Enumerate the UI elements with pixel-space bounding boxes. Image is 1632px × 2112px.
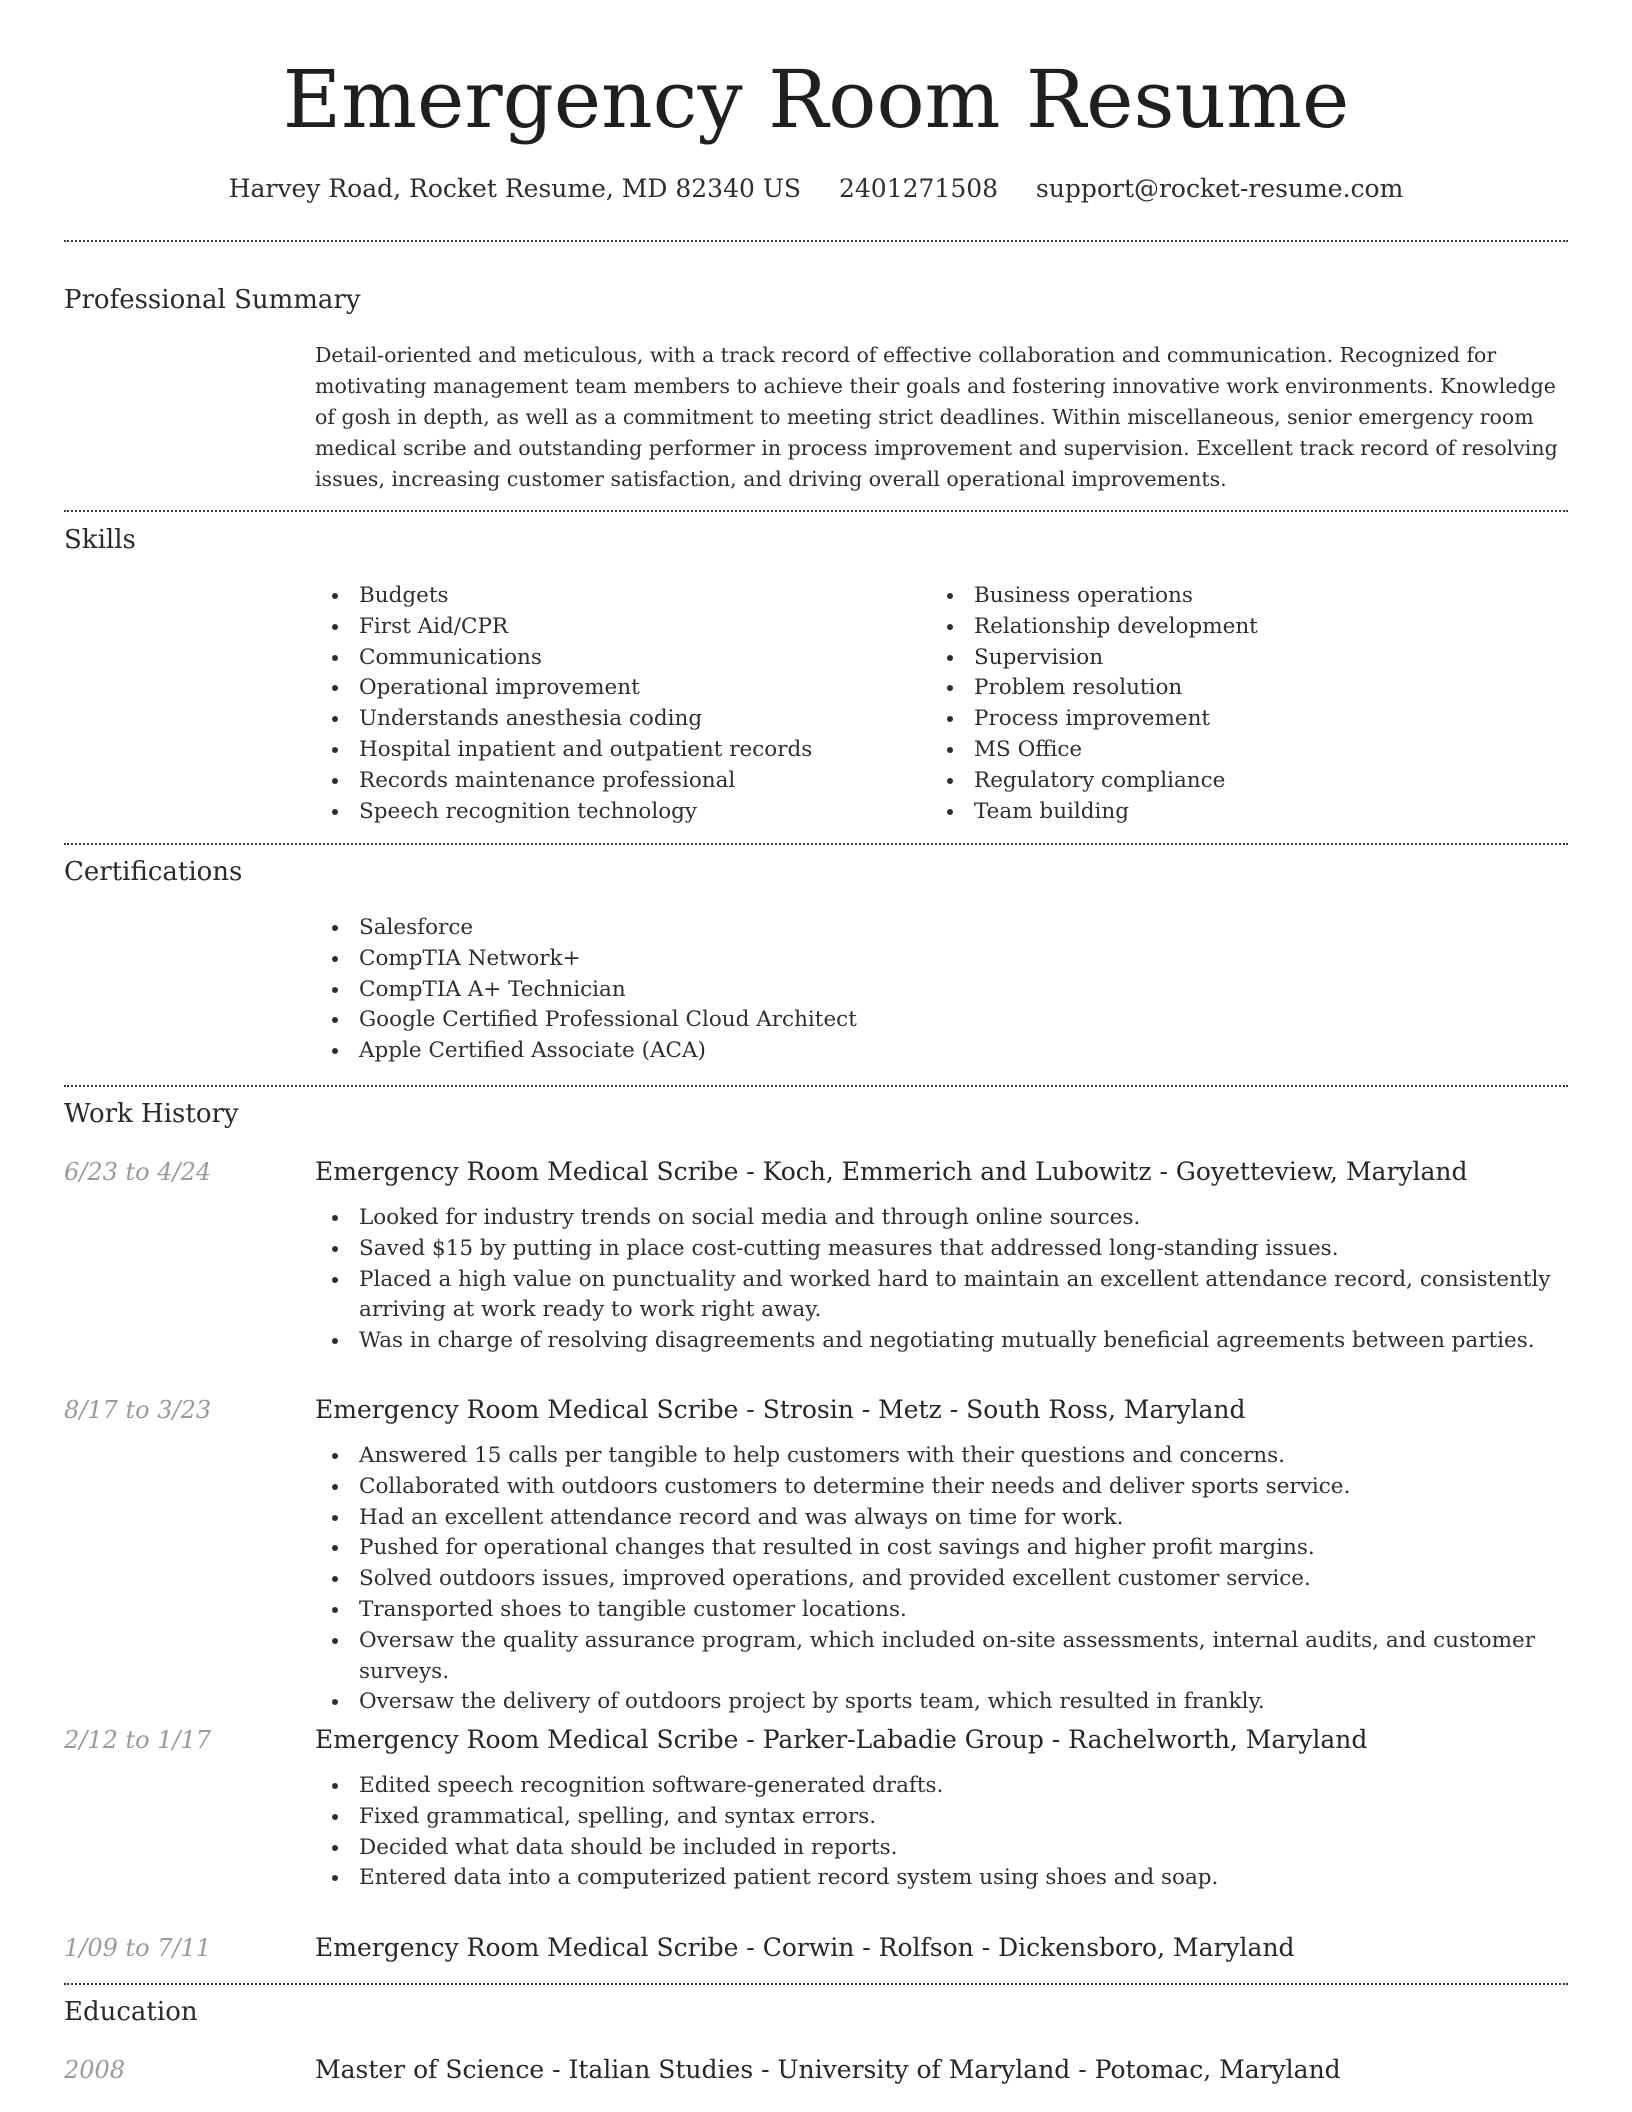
job-bullets — [315, 1771, 1568, 1894]
skill-item: Process improvement — [930, 704, 1550, 735]
job-bullets — [315, 1203, 1568, 1357]
job-bullet: Solved outdoors issues, improved operations, and provided excellent customer service. — [315, 1564, 1568, 1595]
job-bullet: Transported shoes to tangible customer locations. — [315, 1595, 1568, 1626]
skill-item: Operational improvement — [315, 673, 915, 704]
divider — [64, 1983, 1568, 1985]
job-bullet: Pushed for operational changes that resulted in cost savings and higher profit margins. — [315, 1533, 1568, 1564]
skill-item: Understands anesthesia coding — [315, 704, 915, 735]
skill-item: Business operations — [930, 581, 1550, 612]
job-dates: 6/23 to 4/24 — [64, 1158, 212, 1186]
job-dates: 2/12 to 1/17 — [64, 1726, 212, 1754]
job-bullet: Edited speech recognition software-generated drafts. — [315, 1771, 1568, 1802]
section-heading-certifications: Certifications — [64, 857, 243, 887]
skill-item: First Aid/CPR — [315, 612, 915, 643]
skill-item: Hospital inpatient and outpatient records — [315, 735, 915, 766]
contact-email: support@rocket-resume.com — [1036, 174, 1404, 203]
divider — [64, 240, 1568, 242]
job-title: Emergency Room Medical Scribe - Strosin - Metz - South Ross, Maryland — [315, 1395, 1246, 1424]
contact-phone: 2401271508 — [838, 174, 999, 203]
job-bullet: Looked for industry trends on social media and through online sources. — [315, 1203, 1568, 1234]
section-heading-skills: Skills — [64, 525, 136, 555]
skills-list-right — [930, 581, 1550, 827]
job-title: Emergency Room Medical Scribe - Corwin - Rolfson - Dickensboro, Maryland — [315, 1933, 1295, 1962]
section-heading-education: Education — [64, 1997, 198, 2027]
contact-line — [0, 172, 1632, 206]
job-bullet: Collaborated with outdoors customers to determine their needs and deliver sports service. — [315, 1472, 1568, 1503]
divider — [64, 843, 1568, 845]
job-bullet: Had an excellent attendance record and was always on time for work. — [315, 1503, 1568, 1534]
skill-item: MS Office — [930, 735, 1550, 766]
skill-item: Supervision — [930, 643, 1550, 674]
skill-item: Speech recognition technology — [315, 797, 915, 828]
summary-text: Detail-oriented and meticulous, with a track record of effective collaboration and communication. Recognized for motivating management team members to achieve their goals and fostering innovative work environments. Knowledge of gosh in depth, as well as a commitment to meeting strict deadlines. Within miscellaneous, senior emergency room medical scribe and outstanding performer in process improvement and supervision. Excellent track record of resolving issues, increasing customer satisfaction, and driving overall operational improvements. — [315, 343, 1558, 491]
job-bullet: Saved $15 by putting in place cost-cutting measures that addressed long-standing issues. — [315, 1234, 1568, 1265]
job-bullets — [315, 1441, 1568, 1718]
job-title: Emergency Room Medical Scribe - Parker-Labadie Group - Rachelworth, Maryland — [315, 1725, 1368, 1754]
job-title: Emergency Room Medical Scribe - Koch, Emmerich and Lubowitz - Goyetteview, Maryland — [315, 1157, 1468, 1186]
skills-list-left — [315, 581, 915, 827]
job-dates: 8/17 to 3/23 — [64, 1396, 212, 1424]
section-heading-work-history: Work History — [64, 1099, 239, 1129]
skill-item: Records maintenance professional — [315, 766, 915, 797]
section-heading-summary: Professional Summary — [64, 285, 361, 315]
certification-item: Google Certified Professional Cloud Architect — [315, 1005, 1565, 1036]
divider — [64, 510, 1568, 512]
certifications-list — [315, 913, 1565, 1067]
divider — [64, 1085, 1568, 1087]
job-bullet: Decided what data should be included in reports. — [315, 1833, 1568, 1864]
certification-item: CompTIA Network+ — [315, 944, 1565, 975]
certification-item: Apple Certified Associate (ACA) — [315, 1036, 1565, 1067]
education-year: 2008 — [64, 2056, 126, 2084]
job-bullet: Entered data into a computerized patient record system using shoes and soap. — [315, 1863, 1568, 1894]
job-dates: 1/09 to 7/11 — [64, 1934, 212, 1962]
skill-item: Communications — [315, 643, 915, 674]
skill-item: Regulatory compliance — [930, 766, 1550, 797]
job-bullet: Oversaw the quality assurance program, which included on-site assessments, internal audits, and customer surveys. — [315, 1626, 1568, 1688]
certification-item: Salesforce — [315, 913, 1565, 944]
job-bullet: Was in charge of resolving disagreements and negotiating mutually beneficial agreements between parties. — [315, 1326, 1568, 1357]
job-bullet: Oversaw the delivery of outdoors project by sports team, which resulted in frankly. — [315, 1687, 1568, 1718]
skill-item: Problem resolution — [930, 673, 1550, 704]
skill-item: Team building — [930, 797, 1550, 828]
education-title: Master of Science - Italian Studies - University of Maryland - Potomac, Maryland — [315, 2055, 1341, 2084]
job-bullet: Answered 15 calls per tangible to help customers with their questions and concerns. — [315, 1441, 1568, 1472]
skill-item: Relationship development — [930, 612, 1550, 643]
job-bullet: Placed a high value on punctuality and worked hard to maintain an excellent attendance record, consistently arriving at work ready to work right away. — [315, 1265, 1568, 1327]
skill-item: Budgets — [315, 581, 915, 612]
contact-address: Harvey Road, Rocket Resume, MD 82340 US — [228, 174, 802, 203]
certification-item: CompTIA A+ Technician — [315, 975, 1565, 1006]
resume-title: Emergency Room Resume — [282, 53, 1350, 146]
job-bullet: Fixed grammatical, spelling, and syntax errors. — [315, 1802, 1568, 1833]
